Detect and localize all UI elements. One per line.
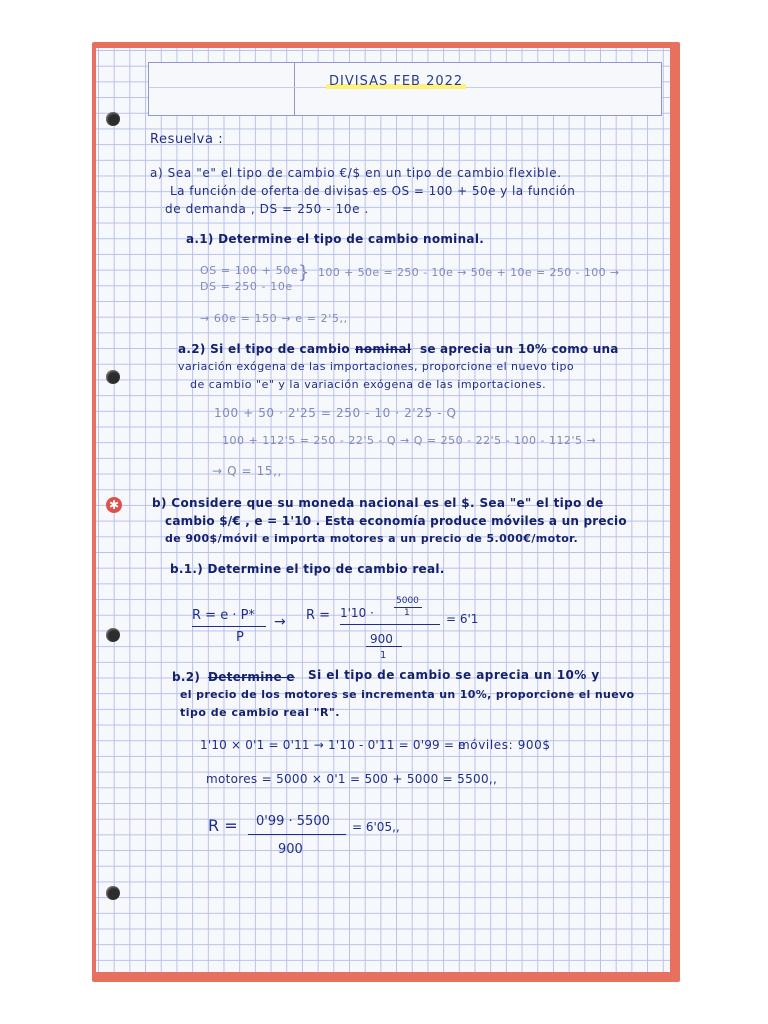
r-calc-lhs: R = (306, 608, 331, 623)
r-calc-bar (340, 624, 440, 625)
final-r-denominator: 900 (278, 842, 303, 857)
r-calc-num-c: 1 (404, 608, 410, 618)
heading: Resuelva : (150, 132, 224, 147)
question-b1: b.1.) Determine el tipo de cambio real. (170, 562, 445, 576)
work-a2-line-1: 100 + 50 · 2'25 = 250 - 10 · 2'25 - Q (214, 406, 457, 420)
work-a1-ds: DS = 250 - 10e (200, 280, 293, 293)
header-box (148, 62, 662, 116)
work-b2-line-1: 1'10 × 0'1 = 0'11 → 1'10 - 0'11 = 0'99 = e (200, 738, 466, 752)
question-b2-label: b.2) (172, 670, 201, 684)
final-r-lhs: R = (208, 816, 238, 835)
part-b-line-1: b) Considere que su moneda nacional es el $. Sea "e" el tipo de (152, 496, 604, 510)
final-r-bar (248, 834, 346, 835)
punch-hole-icon (106, 112, 120, 126)
question-b2-line-3: tipo de cambio real "R". (180, 706, 340, 719)
r-calc-num-a: 1'10 · (340, 606, 374, 620)
r-calc-den-a: 900 (370, 632, 393, 646)
work-a2-line-2: 100 + 112'5 = 250 - 22'5 - Q → Q = 250 - 22'5 - 100 - 112'5 → (222, 434, 597, 447)
r-calc-den-bar (366, 646, 402, 647)
punch-hole-icon (106, 886, 120, 900)
work-a2-result: → Q = 15,, (212, 464, 282, 478)
r-calc-den-b: 1 (380, 650, 387, 661)
work-a1-equation: 100 + 50e = 250 - 10e → 50e + 10e = 250 - 100 → (318, 266, 620, 279)
work-a1-result: → 60e = 150 → e = 2'5,, (200, 312, 348, 325)
question-a1: a.1) Determine el tipo de cambio nominal. (186, 232, 485, 246)
part-a-line-2: La función de oferta de divisas es OS = 100 + 50e y la función (170, 184, 576, 198)
part-b-line-3: de 900$/móvil e importa motores a un precio de 5.000€/motor. (165, 532, 579, 545)
final-r-numerator: 0'99 · 5500 (256, 814, 330, 829)
arrow-icon: → (274, 614, 286, 630)
page-title: DIVISAS FEB 2022 (326, 74, 466, 89)
formula-r-denominator: P (236, 630, 244, 645)
question-a2-line-3: de cambio "e" y la variación exógena de las importaciones. (190, 378, 547, 391)
question-a2-end: se aprecia un 10% como una (420, 342, 619, 356)
part-a-line-3: de demanda , DS = 250 - 10e . (165, 202, 369, 216)
asterisk-reinforcement-icon: ✱ (106, 497, 122, 513)
binder-sheet (92, 42, 680, 982)
punch-hole-icon (106, 370, 120, 384)
punch-hole-icon (106, 628, 120, 642)
part-b-line-2: cambio $/€ , e = 1'10 . Esta economía produce móviles a un precio (165, 514, 627, 528)
question-a2-line-2: variación exógena de las importaciones, proporcione el nuevo tipo (178, 360, 575, 373)
r-calc-result: = 6'1 (446, 612, 479, 626)
part-a-line-1: a) Sea "e" el tipo de cambio €/$ en un tipo de cambio flexible. (150, 166, 562, 180)
work-b2-line-2: motores = 5000 × 0'1 = 500 + 5000 = 5500,, (206, 772, 498, 786)
work-a1-os: OS = 100 + 50e (200, 264, 299, 277)
question-a2-struck-word: nominal (355, 342, 412, 356)
brace-icon: } (298, 262, 310, 283)
question-a2-start: a.2) Si el tipo de cambio (178, 342, 350, 356)
formula-r-numerator: R = e · P* (192, 608, 255, 623)
question-b2-line-2: el precio de los motores se incrementa un 10%, proporcione el nuevo (180, 688, 635, 701)
header-divider (294, 63, 295, 115)
formula-r-bar (192, 626, 266, 627)
question-b2-line-1: Si el tipo de cambio se aprecia un 10% y (308, 668, 600, 682)
work-b2-side-note: móviles: 900$ (458, 738, 551, 752)
r-calc-num-b: 5000 (396, 596, 419, 606)
question-b2-struck-word: Determine e (208, 670, 295, 684)
final-r-result: = 6'05,, (352, 820, 400, 834)
